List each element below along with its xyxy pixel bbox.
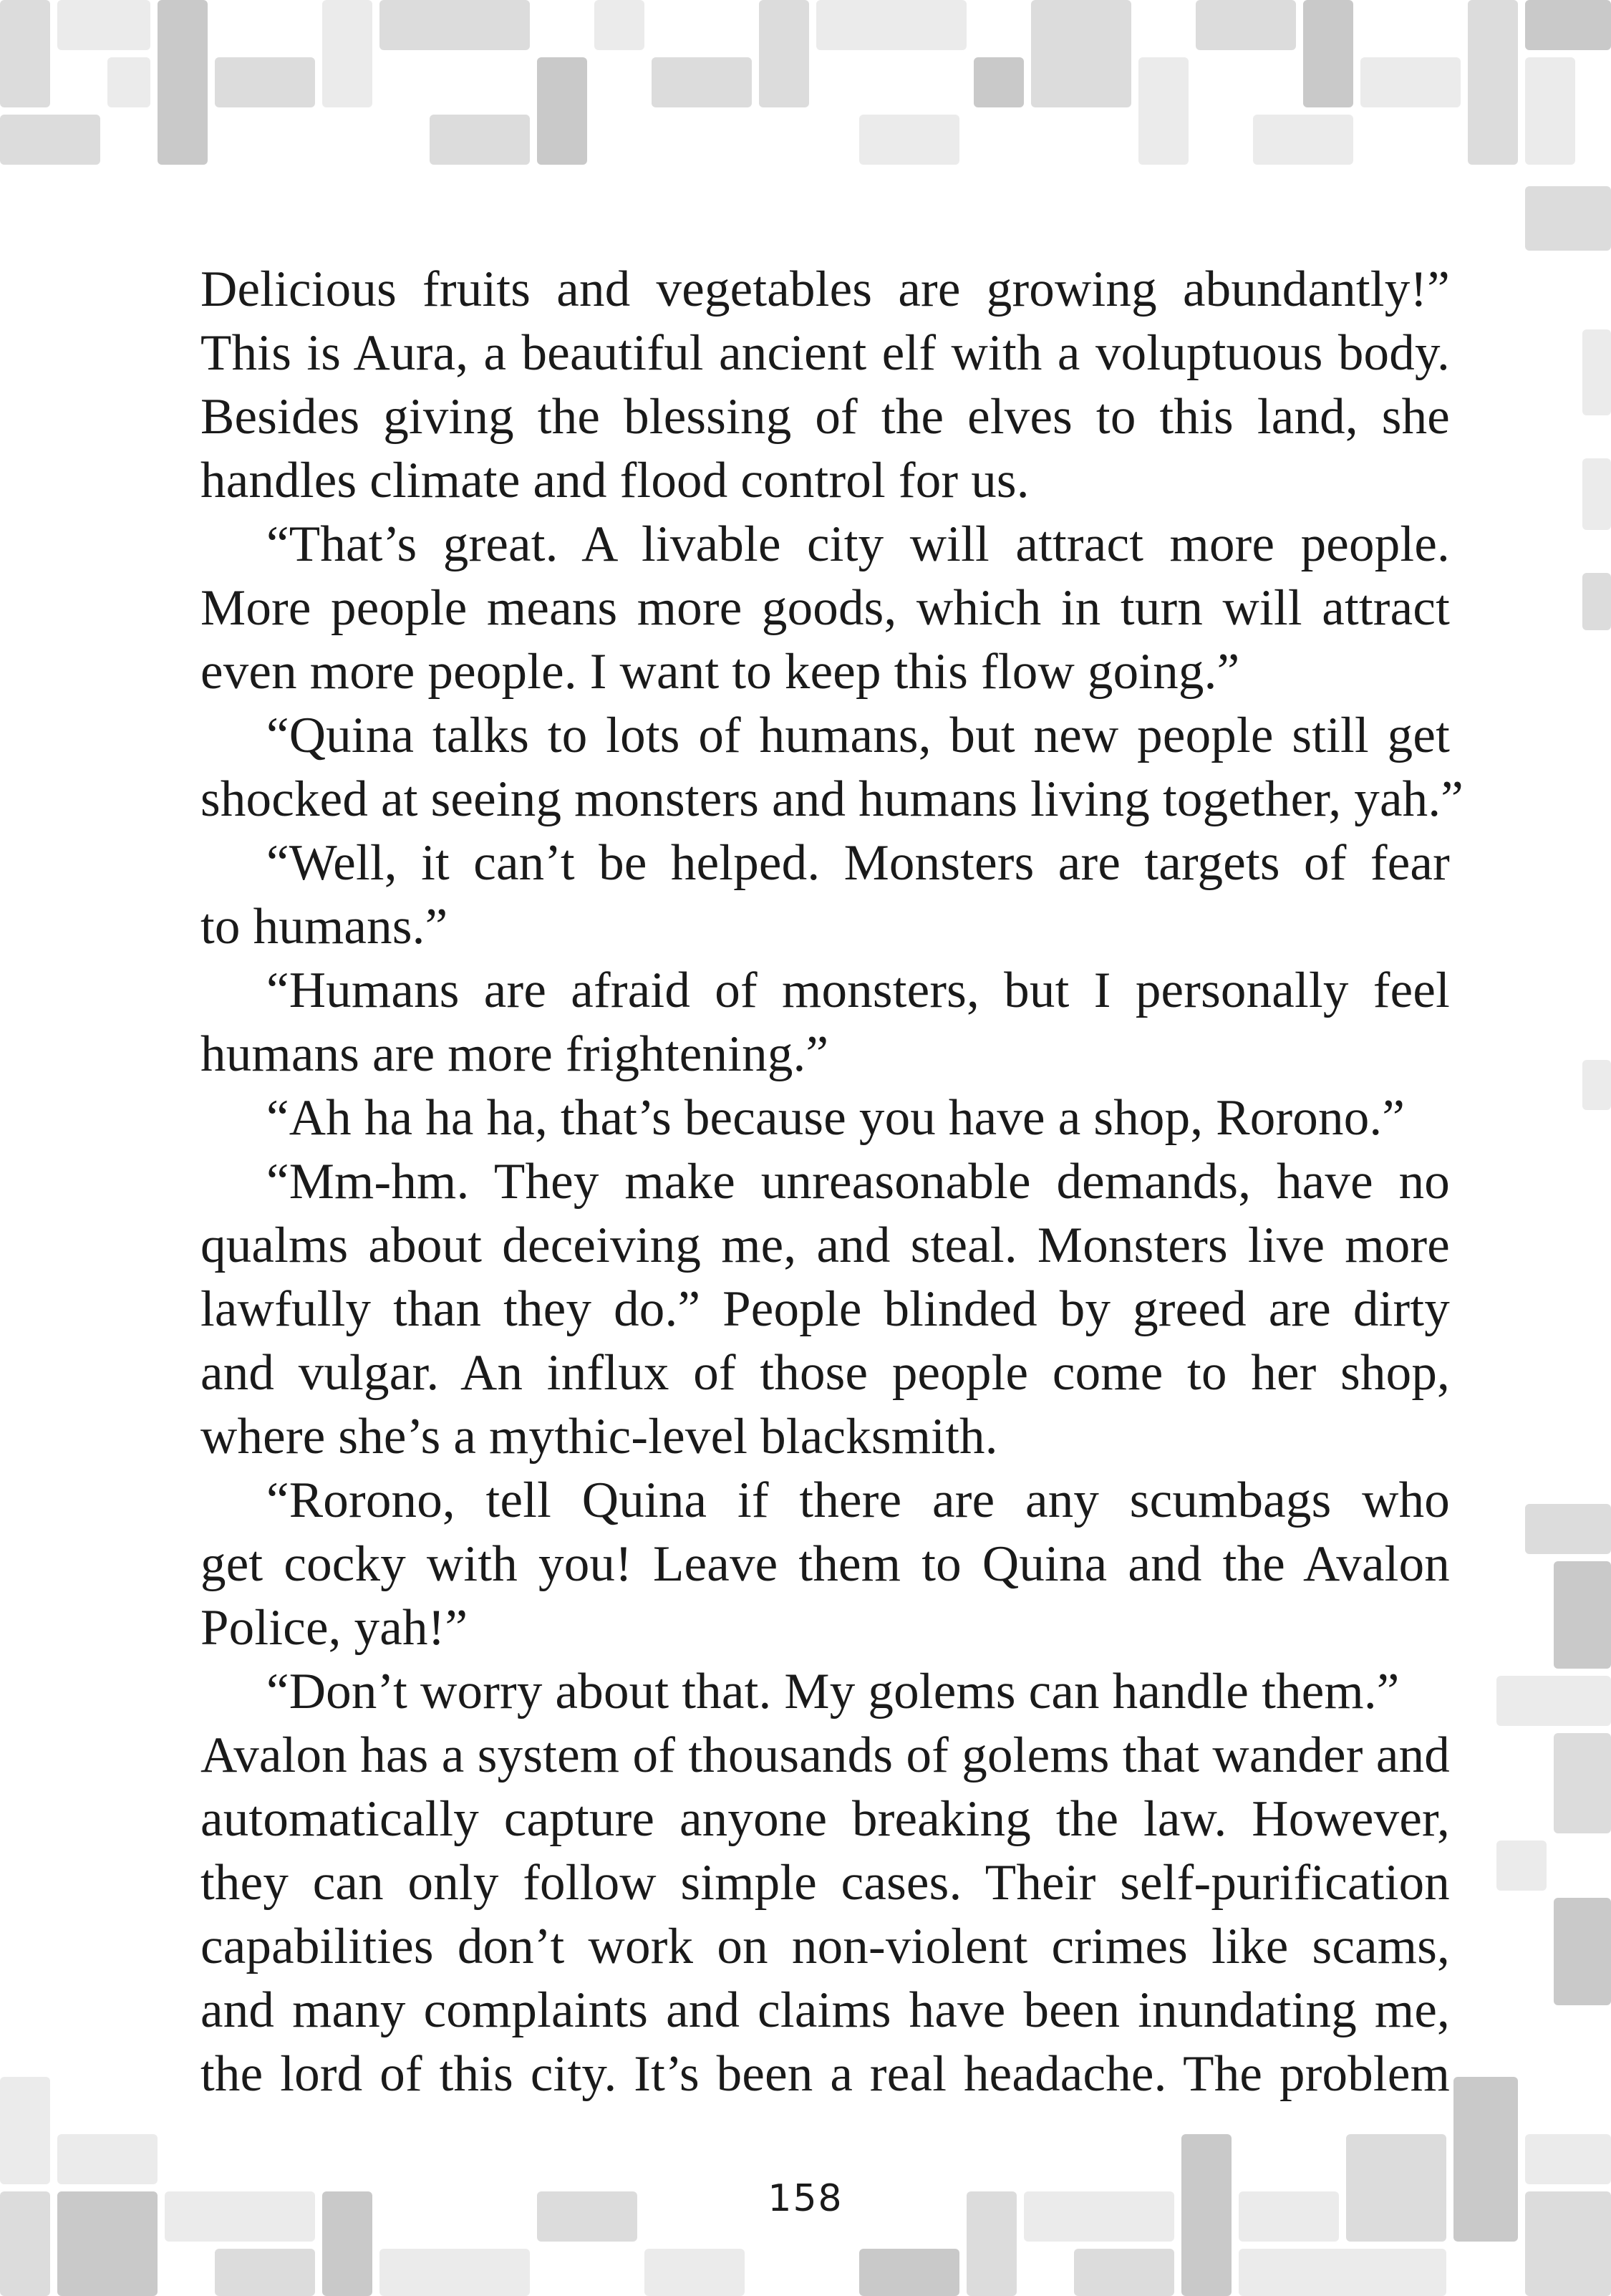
text-line: automatically capture anyone breaking the law. However,: [200, 1791, 1450, 1847]
text-line: “Rorono, tell Quina if there are any scumbags who: [266, 1472, 1450, 1528]
body-text: [200, 258, 1464, 2106]
text-line: More people means more goods, which in turn will attract: [200, 580, 1450, 636]
text-line: Besides giving the blessing of the elves to this land, she: [200, 389, 1450, 445]
text-line: and many complaints and claims have been inundating me,: [200, 1982, 1450, 2038]
text-line: and vulgar. An influx of those people come to her shop,: [200, 1345, 1450, 1401]
text-line: the lord of this city. It’s been a real headache. The problem: [200, 2046, 1450, 2102]
text-line: Delicious fruits and vegetables are growing abundantly!”: [200, 261, 1450, 317]
text-line: “Mm-hm. They make unreasonable demands, have no: [266, 1154, 1450, 1210]
text-line: Avalon has a system of thousands of golems that wander and: [200, 1727, 1450, 1783]
text-line: capabilities don’t work on non-violent crimes like scams,: [200, 1919, 1450, 1974]
text-line: get cocky with you! Leave them to Quina and the Avalon: [200, 1536, 1450, 1592]
text-line: even more people. I want to keep this flow going.”: [200, 644, 1240, 700]
text-line: “That’s great. A livable city will attract more people.: [266, 516, 1450, 572]
text-line: “Quina talks to lots of humans, but new people still get: [266, 708, 1450, 763]
text-line: This is Aura, a beautiful ancient elf with a voluptuous body.: [200, 325, 1450, 381]
text-line: where she’s a mythic-level blacksmith.: [200, 1409, 998, 1465]
text-line: lawfully than they do.” People blinded by greed are dirty: [200, 1281, 1450, 1337]
text-line: qualms about deceiving me, and steal. Monsters live more: [200, 1217, 1450, 1273]
text-line: handles climate and flood control for us.: [200, 453, 1030, 508]
text-line: to humans.”: [200, 899, 448, 955]
text-line: they can only follow simple cases. Their self-purification: [200, 1855, 1450, 1911]
text-line: Police, yah!”: [200, 1600, 468, 1656]
text-line: “Don’t worry about that. My golems can handle them.”: [266, 1664, 1400, 1719]
text-line: “Humans are afraid of monsters, but I personally feel: [266, 963, 1450, 1018]
text-line: “Ah ha ha ha, that’s because you have a shop, Rorono.”: [266, 1090, 1406, 1146]
page-number: 158: [768, 2177, 843, 2220]
text-line: shocked at seeing monsters and humans living together, yah.”: [200, 771, 1464, 827]
text-line: humans are more frightening.”: [200, 1026, 829, 1082]
text-line: “Well, it can’t be helped. Monsters are targets of fear: [266, 835, 1450, 891]
